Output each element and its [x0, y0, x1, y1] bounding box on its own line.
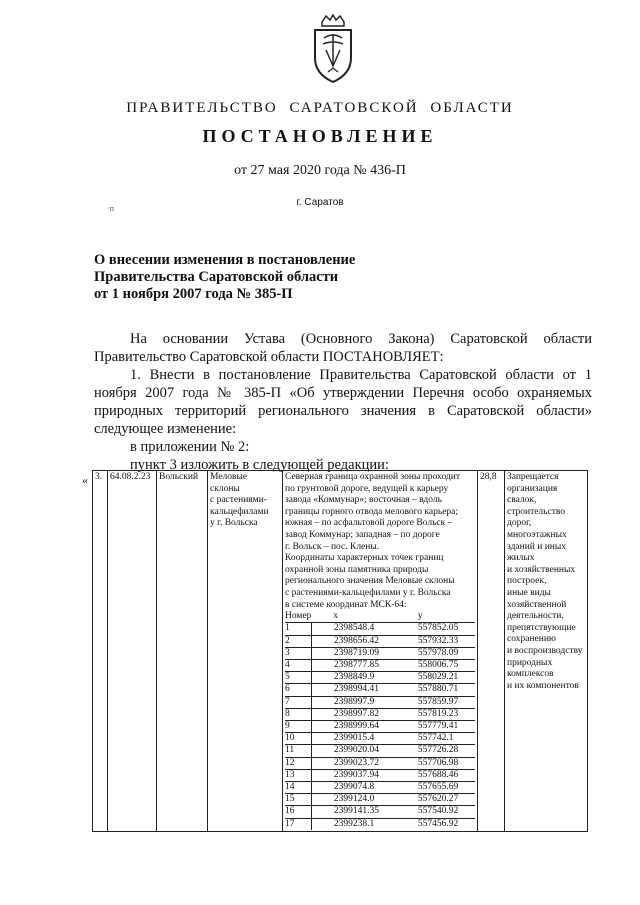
decree-body: [94, 330, 592, 474]
coordinates-header-row: [285, 611, 475, 623]
coordinate-x: 2398999.64: [333, 720, 380, 731]
coordinate-n: 13: [285, 769, 311, 781]
cadastral-code: 64.08.2.23: [108, 471, 157, 832]
coordinate-y: 557688.46: [417, 769, 459, 780]
coordinate-x: 2399238.1: [333, 818, 375, 829]
coordinate-y: 557620.27: [417, 794, 459, 805]
coordinate-y: 557978.09: [417, 647, 459, 658]
restriction-line: и хозяйственных: [507, 564, 576, 575]
coordinate-n: 11: [285, 745, 311, 757]
coordinate-row: [285, 684, 475, 696]
restriction-line: препятствующие: [507, 622, 576, 633]
coordinate-row: [285, 733, 475, 745]
restriction-line: комплексов: [507, 669, 554, 680]
subject-line: от 1 ноября 2007 года № 385-П: [94, 286, 293, 302]
restriction-line: и воспроизводству: [507, 645, 583, 656]
description-line: по грунтовой дороге, ведущей к карьеру: [285, 483, 449, 494]
restriction-line: природных: [507, 657, 553, 668]
description-line: с растениями-кальцефилами у г. Вольска: [285, 587, 451, 598]
description-line: границы горного отвода мелового карьера;: [285, 506, 459, 517]
coordinate-n: 4: [285, 659, 311, 671]
coordinate-row: [285, 647, 475, 659]
restriction-line: зданий и иных: [507, 541, 567, 552]
coordinate-n: 9: [285, 720, 311, 732]
coordinate-y: 557726.28: [417, 745, 459, 756]
coordinate-row: [285, 806, 475, 818]
coordinate-n: 2: [285, 635, 311, 647]
date-and-number: от 27 мая 2020 года № 436-П: [234, 163, 406, 178]
subject-heading: [94, 252, 355, 303]
coordinate-x: 2398997.82: [333, 708, 380, 719]
description-line: г. Вольск – пос. Клены.: [285, 541, 380, 552]
description-line: охранной зоны памятника природы: [285, 564, 429, 575]
restriction-line: хозяйственной: [507, 599, 567, 610]
body-paragraph: пункт 3 изложить в следующей редакции:: [130, 457, 389, 473]
restriction-line: иные виды: [507, 587, 551, 598]
coord-header-y: y: [417, 611, 423, 622]
coordinate-n: 10: [285, 733, 311, 745]
opening-quote-mark: «: [82, 473, 88, 487]
restriction-line: жилых: [507, 553, 535, 564]
coordinate-row: [285, 720, 475, 732]
coordinate-row: [285, 745, 475, 757]
description-line: завода «Коммунар»; восточная – вдоль: [285, 495, 442, 506]
coordinate-n: 17: [285, 818, 311, 830]
coordinate-row: [285, 757, 475, 769]
row-number: 3.: [93, 471, 108, 832]
coordinate-x: 2399124.0: [333, 794, 375, 805]
coordinate-y: 557742.1: [417, 733, 454, 744]
site-name-line: у г. Вольска: [210, 518, 258, 529]
coordinates-table: [285, 611, 475, 830]
coordinate-y: 557880.71: [417, 684, 459, 695]
coordinate-x: 2399074.8: [333, 781, 375, 792]
coordinate-y: 557932.33: [417, 635, 459, 646]
coordinate-row: [285, 794, 475, 806]
document-type: ПОСТАНОВЛЕНИЕ: [202, 126, 438, 146]
coordinate-n: 12: [285, 757, 311, 769]
coordinate-y: 557859.97: [417, 696, 459, 707]
site-name-line: Меловые: [210, 472, 248, 482]
coordinate-row: [285, 781, 475, 793]
coord-header-number: Номер: [285, 611, 312, 622]
coordinate-x: 2399023.72: [333, 757, 380, 768]
description-line: Северная граница охранной зоны проходит: [285, 472, 460, 482]
coordinate-row: [285, 672, 475, 684]
coordinate-n: 3: [285, 647, 311, 659]
coordinate-n: 15: [285, 794, 311, 806]
city: г. Саратов: [296, 197, 344, 208]
restriction-line: и их компонентов: [507, 680, 579, 691]
coat-of-arms-emblem: [310, 14, 356, 84]
coordinate-n: 7: [285, 696, 311, 708]
coordinate-row: [285, 769, 475, 781]
coordinate-x: 2398777.85: [333, 659, 380, 670]
coordinate-y: 558006.75: [417, 659, 459, 670]
restriction-line: дорог,: [507, 518, 532, 529]
description-cell: [283, 471, 478, 832]
body-paragraph: На основании Устава (Основного Закона) Саратовской области Правительство Саратовской области ПОСТАНОВЛЯЕТ:: [94, 331, 592, 365]
restriction-line: организация: [507, 483, 558, 494]
site-name-line: с растениями-: [210, 495, 267, 506]
coordinate-row: [285, 708, 475, 720]
coordinate-n: 16: [285, 806, 311, 818]
coordinate-x: 2399141.35: [333, 806, 380, 817]
coordinate-x: 2399020.04: [333, 745, 380, 756]
description-line: южная – по асфальтовой дороге Вольск –: [285, 518, 453, 529]
restrictions-cell: [505, 471, 588, 832]
coordinate-y: 558029.21: [417, 672, 459, 683]
site-name-cell: [208, 471, 283, 832]
coordinate-n: 1: [285, 623, 311, 635]
coordinate-n: 5: [285, 672, 311, 684]
coordinate-n: 8: [285, 708, 311, 720]
coordinate-row: [285, 623, 475, 635]
coordinate-row: [285, 635, 475, 647]
scan-speck: ·п: [107, 204, 114, 213]
coordinate-y: 557456.92: [417, 818, 459, 829]
body-paragraph: в приложении № 2:: [130, 439, 250, 455]
coordinate-n: 14: [285, 781, 311, 793]
coordinate-n: 6: [285, 684, 311, 696]
restriction-line: свалок,: [507, 495, 537, 506]
coordinate-x: 2398849.9: [333, 672, 375, 683]
restriction-line: многоэтажных: [507, 529, 567, 540]
coordinate-x: 2398997.9: [333, 696, 375, 707]
site-name-line: склоны: [210, 483, 240, 494]
description-line: завод Коммунар; западная – по дороге: [285, 529, 440, 540]
coordinate-x: 2398656.42: [333, 635, 380, 646]
coordinate-row: [285, 696, 475, 708]
coordinate-y: 557819.23: [417, 708, 459, 719]
coordinate-y: 557540.92: [417, 806, 459, 817]
body-paragraph: 1. Внести в постановление Правительства Саратовской области от 1 ноября 2007 года № 385-П «Об утверждении Перечня особо охраняемых природных территорий регионального значения в Саратовской области» следующее изменение:: [94, 367, 592, 437]
subject-line: О внесении изменения в постановление: [94, 252, 356, 268]
coordinate-row: [285, 659, 475, 671]
protected-area-table: [92, 470, 588, 832]
coordinate-x: 2399015.4: [333, 733, 375, 744]
government-name: ПРАВИТЕЛЬСТВО САРАТОВСКОЙ ОБЛАСТИ: [126, 100, 514, 116]
coordinate-y: 557655.69: [417, 781, 459, 792]
coordinate-x: 2398719.09: [333, 647, 380, 658]
table-row: [93, 471, 588, 832]
restriction-line: сохранению: [507, 634, 557, 645]
coordinate-x: 2398994.41: [333, 684, 380, 695]
coordinate-y: 557706.98: [417, 757, 459, 768]
description-line: Координаты характерных точек границ: [285, 553, 444, 564]
site-name-line: кальцефилами: [210, 506, 269, 517]
description-line: регионального значения Меловые склоны: [285, 576, 455, 587]
coordinate-y: 557779.41: [417, 720, 459, 731]
coordinate-x: 2398548.4: [333, 623, 375, 634]
restriction-line: построек,: [507, 576, 547, 587]
restriction-line: деятельности,: [507, 611, 564, 622]
coordinate-y: 557852.05: [417, 623, 459, 634]
description-line: в системе координат МСК-64:: [285, 599, 407, 610]
coord-header-x: x: [333, 611, 339, 622]
district-cell: Вольский: [157, 471, 208, 832]
coordinate-x: 2399037.94: [333, 769, 380, 780]
coordinate-row: [285, 818, 475, 830]
restriction-line: Запрещается: [507, 472, 559, 482]
subject-line: Правительства Саратовской области: [94, 269, 339, 285]
restriction-line: строительство: [507, 506, 566, 517]
area-cell: 28,8: [478, 471, 505, 832]
description-text: [285, 472, 475, 611]
